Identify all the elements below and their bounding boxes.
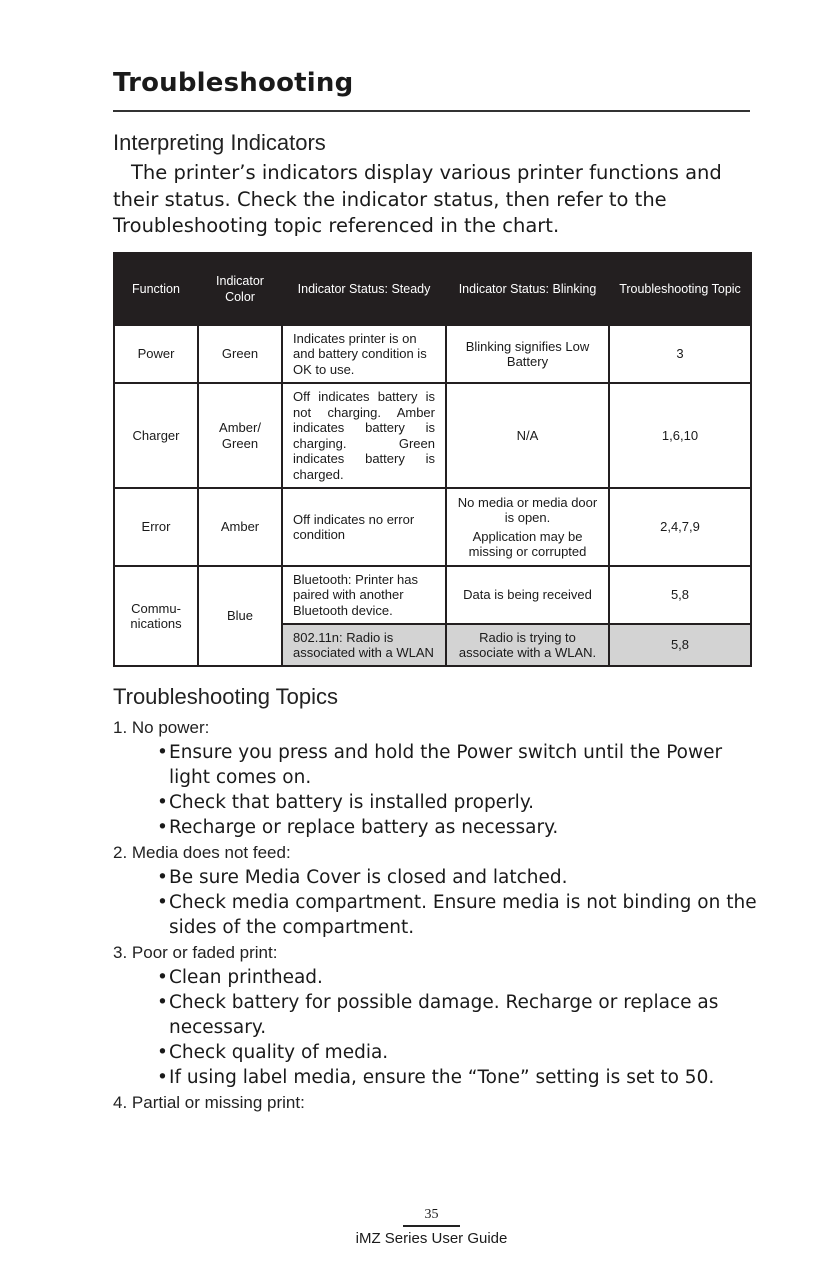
cell-topic: 5,8 [609, 566, 751, 624]
list-item: • Check media compartment. Ensure media is not binding on the sides of the compartment. [157, 890, 763, 940]
list-item: • Recharge or replace battery as necessary. [157, 815, 763, 840]
topic-heading: 2. Media does not feed: [113, 843, 291, 862]
cell-topic: 3 [609, 325, 751, 383]
cell-color: Amber/ Green [198, 383, 282, 488]
list-item: • Clean printhead. [157, 965, 763, 990]
list-item: • Check battery for possible damage. Recharge or replace as necessary. [157, 990, 763, 1040]
cell-blinking: Blinking signifies Low Battery [446, 325, 609, 383]
cell-topic: 1,6,10 [609, 383, 751, 488]
header-topic: Troubleshooting Topic [609, 253, 751, 325]
cell-steady: 802.11n: Radio is associated with a WLAN [282, 624, 446, 666]
topic-bullets [113, 965, 763, 1090]
topic-heading: 1. No power: [113, 718, 210, 737]
cell-topic: 5,8 [609, 624, 751, 666]
cell-topic: 2,4,7,9 [609, 488, 751, 566]
list-item: • Ensure you press and hold the Power switch until the Power light comes on. [157, 740, 763, 790]
topic-bullets [113, 740, 763, 840]
cell-function: Commu- nications [114, 566, 198, 666]
table-row [114, 488, 751, 566]
list-item: • If using label media, ensure the “Tone” setting is set to 50. [157, 1065, 763, 1090]
cell-blinking: Data is being received [446, 566, 609, 624]
topic-heading: 4. Partial or missing print: [113, 1093, 305, 1112]
cell-blinking: Radio is trying to associate with a WLAN. [446, 624, 609, 666]
page-number: 35 [424, 1207, 439, 1222]
cell-steady: Indicates printer is on and battery condition is OK to use. [282, 325, 446, 383]
title-divider [113, 110, 750, 112]
list-item: • Check quality of media. [157, 1040, 763, 1065]
cell-color: Blue [198, 566, 282, 666]
topic-heading: 3. Poor or faded print: [113, 943, 278, 962]
table-row [114, 325, 751, 383]
blinking-media-text: No media or media door is open. [457, 494, 598, 525]
table-row [114, 566, 751, 624]
cell-function: Charger [114, 383, 198, 488]
page-title: Troubleshooting [113, 68, 354, 98]
cell-steady: Bluetooth: Printer has paired with another Bluetooth device. [282, 566, 446, 624]
cell-function: Power [114, 325, 198, 383]
cell-blinking: N/A [446, 383, 609, 488]
guide-name: iMZ Series User Guide [355, 1230, 508, 1247]
cell-steady: Off indicates battery is not charging. Amber indicates battery is charging. Green indicates battery is charged. [282, 383, 446, 488]
topic-bullets [113, 865, 763, 940]
cell-color: Green [198, 325, 282, 383]
troubleshooting-topics-heading: Troubleshooting Topics [113, 684, 339, 709]
table-row [114, 383, 751, 488]
header-indicator-color: Indicator Color [198, 253, 282, 325]
header-function: Function [114, 253, 198, 325]
cell-steady: Off indicates no error condition [282, 488, 446, 566]
header-status-steady: Indicator Status: Steady [282, 253, 446, 325]
blinking-application-text: Application may be missing or corrupted [468, 528, 587, 559]
list-item: • Check that battery is installed properly. [157, 790, 763, 815]
header-status-blinking: Indicator Status: Blinking [446, 253, 609, 325]
table-header-row [114, 253, 751, 325]
interpreting-indicators-heading: Interpreting Indicators [113, 130, 326, 155]
list-item: • Be sure Media Cover is closed and latched. [157, 865, 763, 890]
cell-blinking [446, 488, 609, 566]
topics-list [113, 715, 763, 1115]
intro-text: The printer’s indicators display various printer functions and their status. Check the indicator status, then refer to the Troubleshooting topic referenced in the chart. [113, 161, 722, 237]
indicator-table [113, 252, 752, 667]
cell-function: Error [114, 488, 198, 566]
cell-color: Amber [198, 488, 282, 566]
footer-divider [403, 1225, 460, 1227]
intro-paragraph [113, 160, 753, 240]
